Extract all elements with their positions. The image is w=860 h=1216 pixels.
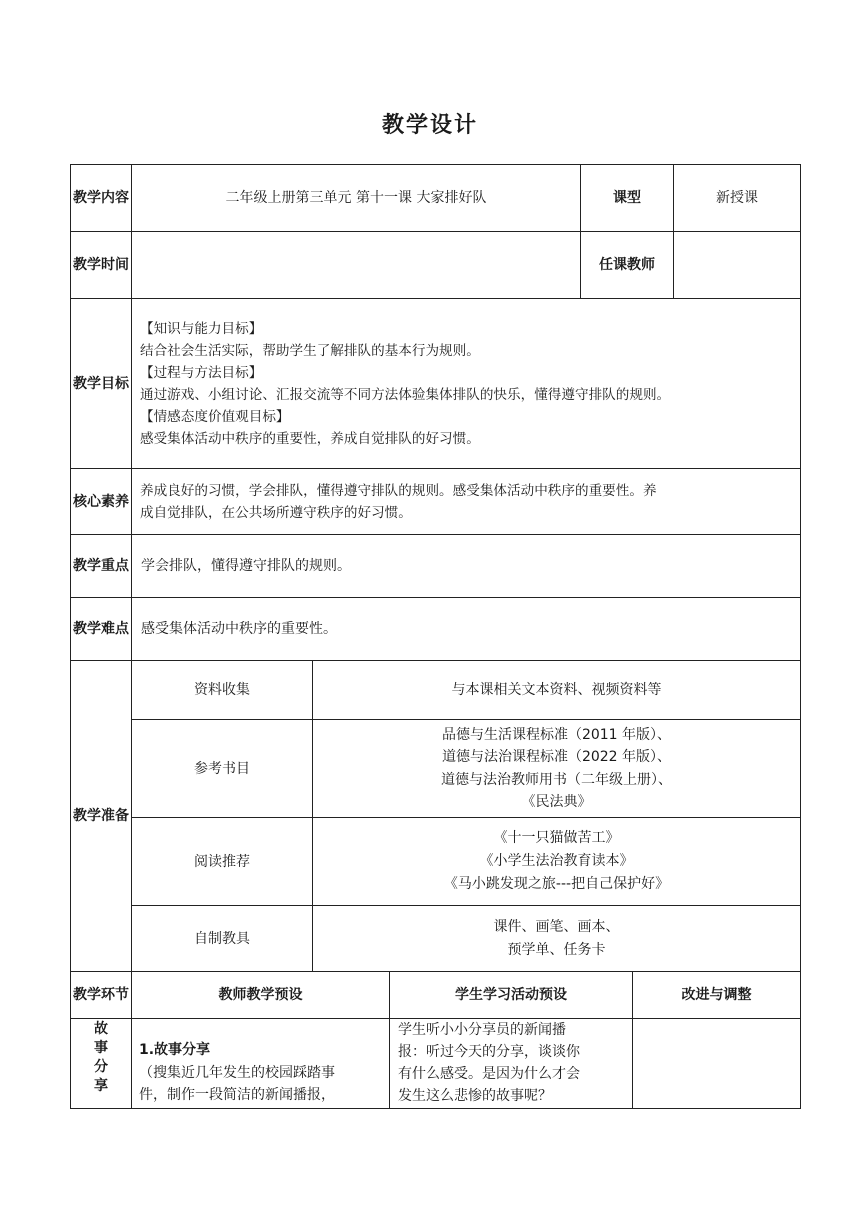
core-line: 成自觉排队，在公共场所遵守秩序的好习惯。	[140, 504, 412, 521]
prep-item-tools-name: 自制教具	[194, 930, 250, 947]
student-plan-line: 学生听小小分享员的新闻播	[398, 1022, 566, 1038]
goals-label: 教学 目标	[73, 375, 129, 392]
teacher-plan	[132, 1019, 389, 1108]
prep-item-references-value: 品德与生活课程标准（2011 年版）、 道德与法治课程标准（2022 年版）、 道德与法治教师用书（二年级上册）、 《民法典》	[441, 726, 672, 810]
goal-heading: 【过程与方法目标】	[140, 364, 263, 381]
goal-text: 结合社会生活实际，帮助学生了解排队的基本行为规则。	[140, 342, 480, 359]
teacher-value[interactable]	[674, 232, 800, 298]
difficulty-label: 教学 难点	[73, 621, 129, 637]
difficulty-content: 感受集体活动中秩序的重要性。	[141, 621, 337, 637]
goal-text: 通过游戏、小组讨论、汇报交流等不同方法体验集体排队的快乐，懂得遵守排队的规则。	[140, 386, 671, 403]
goal-text: 感受集体活动中秩序的重要性，养成自觉排队的好习惯。	[140, 430, 480, 447]
col-student-header: 学生学习活动预设	[455, 987, 567, 1003]
key-content: 学会排队，懂得遵守排队的规则。	[141, 558, 351, 574]
goal-heading: 【知识与能力目标】	[140, 320, 263, 337]
teacher-plan-line: （搜集近几年发生的校园踩踏事	[139, 1064, 335, 1081]
type-value: 新授课	[716, 190, 758, 206]
prep-label: 教学 准备	[73, 808, 129, 824]
teacher-label: 任课教师	[599, 257, 655, 273]
prep-item-materials-name: 资料收集	[194, 682, 250, 698]
content-label: 教学 内容	[73, 190, 129, 206]
goal-heading: 【情感态度价值观目标】	[140, 408, 290, 425]
core-label: 核心 素养	[73, 493, 129, 510]
student-plan-line: 发生这么悲惨的故事呢？	[398, 1088, 552, 1104]
adjust-cell[interactable]	[633, 1019, 800, 1108]
type-label: 课型	[613, 190, 641, 206]
prep-item-references-name: 参考书目	[194, 760, 250, 777]
prep-item-reading-name: 阅读推荐	[194, 853, 250, 870]
prep-item-reading-value: 《十一只猫做苦工》 《小学生法治教育读本》 《马小跳发现之旅---把自己保护好》	[443, 830, 670, 892]
process-label: 教学 环节	[73, 987, 129, 1003]
col-teacher-header: 教师教学预设	[218, 987, 303, 1003]
student-plan	[390, 1019, 632, 1108]
goals-content	[132, 299, 800, 468]
document-title: 教学设计	[381, 113, 478, 138]
student-plan-line: 有什么感受。是因为什么才会	[398, 1066, 580, 1082]
col-adjust-header: 改进与调整	[681, 987, 752, 1003]
core-line: 养成良好的习惯，学会排队，懂得遵守排队的规则。感受集体活动中秩序的重要性。养	[140, 482, 657, 499]
student-plan-line: 报：听过今天的分享，谈谈你	[398, 1044, 580, 1060]
teacher-plan-title: 1.故事分享	[139, 1042, 211, 1058]
core-content	[132, 469, 800, 534]
content-value: 二年级上册第三单元 第十一课 大家排好队	[225, 190, 487, 206]
prep-item-tools-value: 课件、画笔、画本、 预学单、任务卡	[493, 918, 620, 958]
time-label: 教学 时间	[73, 257, 129, 273]
time-value[interactable]	[132, 232, 580, 298]
key-label: 教学 重点	[73, 558, 129, 574]
stage-label: 故 事 分 享	[94, 1021, 108, 1094]
teacher-plan-line: 件，制作一段简洁的新闻播报，	[139, 1087, 335, 1103]
prep-item-materials-value: 与本课相关文本资料、视频资料等	[451, 682, 662, 698]
